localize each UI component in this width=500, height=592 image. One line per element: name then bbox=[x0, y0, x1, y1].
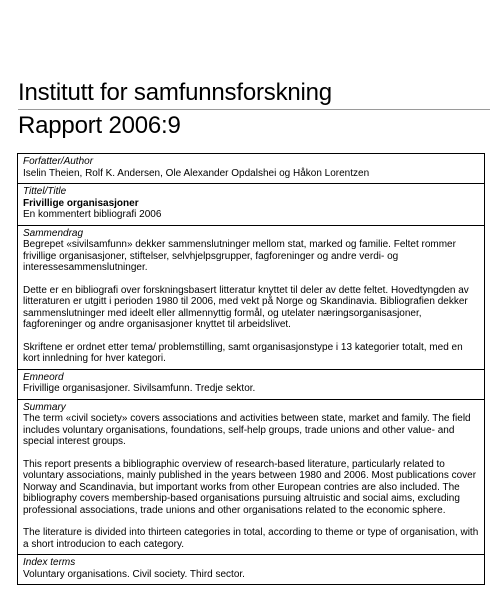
index-terms-section bbox=[18, 554, 484, 584]
sammendrag-paragraph: Skriftene er ordnet etter tema/ problemstilling, samt organisasjonstype i 13 kategorier totalt, med en kort innledning for hver kategori. bbox=[23, 341, 463, 364]
emneord-label: Emneord bbox=[23, 371, 64, 383]
title-label: Tittel/Title bbox=[23, 186, 67, 197]
header-divider bbox=[18, 109, 490, 110]
title-subtitle: En kommentert bibliografi 2006 bbox=[23, 209, 162, 220]
author-label: Forfatter/Author bbox=[23, 156, 94, 167]
summary-paragraph: This report presents a bibliographic overview of research-based literature, particularly related to voluntary associations, mainly published in the years between 1980 and 2006. Most publications cover Norway and Scandinavia, but important works from other European contries are also included. The bibliography covers membership-based organisations pursuing altruistic and social aims, excluding professional associations, trade unions and other organisations related to the economic sphere. bbox=[23, 458, 477, 516]
emneord-section bbox=[18, 369, 484, 399]
title-main: Frivillige organisasjoner bbox=[23, 197, 139, 209]
report-header bbox=[18, 79, 488, 140]
sammendrag-paragraph: Begrepet «sivilsamfunn» dekker sammenslutninger mellom stat, marked og familie. Feltet rommer frivillige organisasjoner, stiftelser, selvhjelpsgrupper, fagforeninger og andre verdi- og interessesammenslutninger. bbox=[23, 239, 456, 273]
index-terms-label: Index terms bbox=[23, 557, 76, 568]
summary-paragraph: The literature is divided into thirteen categories in total, according to theme or type of organisation, with a short introducion to each category. bbox=[23, 527, 479, 550]
sammendrag-label: Sammendrag bbox=[23, 227, 84, 239]
summary-paragraph: The term «civil society» covers associations and activities between state, market and family. The field includes voluntary organisations, foundations, self-help groups, trade unions and other value- and special interest groups. bbox=[23, 413, 471, 447]
title-section bbox=[18, 183, 484, 225]
sammendrag-paragraph: Dette er en bibliografi over forskningsbasert litteratur knyttet til deler av dette feltet. Hovedtyngden av litteraturen er utgitt i perioden 1980 til 2006, med vekt på Norge og Skandinavia. Bibliografien dekker sammenslutninger med ideelt eller allmennyttig formål, og utelater næringsorganisasjoner, fagforeninger og andre organisasjoner knyttet til arbeidslivet. bbox=[23, 284, 469, 330]
emneord-text: Frivillige organisasjoner. Sivilsamfunn. Tredje sektor. bbox=[23, 383, 256, 394]
author-section bbox=[18, 154, 484, 183]
sammendrag-section bbox=[18, 225, 484, 369]
summary-section bbox=[18, 399, 484, 555]
institute-name: Institutt for samfunnsforskning bbox=[18, 79, 332, 106]
metadata-table bbox=[17, 153, 485, 585]
author-text: Iselin Theien, Rolf K. Andersen, Ole Alexander Opdalshei og Håkon Lorentzen bbox=[23, 167, 370, 179]
report-number: Rapport 2006:9 bbox=[18, 112, 181, 139]
index-terms-text: Voluntary organisations. Civil society. Third sector. bbox=[23, 568, 245, 580]
summary-label: Summary bbox=[23, 401, 66, 413]
